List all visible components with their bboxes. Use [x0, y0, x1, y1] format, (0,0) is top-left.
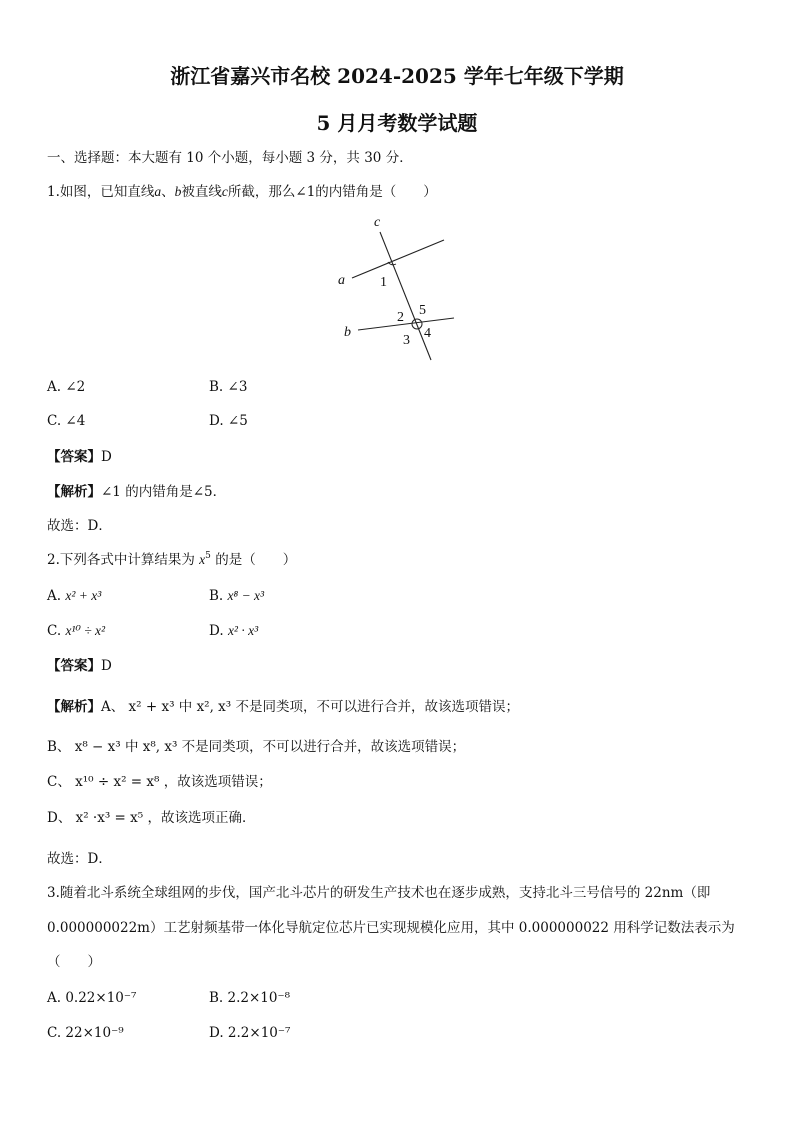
q2-option-b-expr: x⁸ − x³	[227, 588, 265, 603]
q2-option-d-expr: x² · x³	[227, 623, 259, 638]
analysis-text-a: A、 x² + x³ 中 x², x³ 不是同类项，不可以进行合并，故该选项错误；	[101, 699, 519, 715]
q1-angle: ∠1	[295, 184, 316, 200]
page-title: 浙江省嘉兴市名校 2024-2025 学年七年级下学期	[170, 64, 624, 88]
q3-option-d: D. 2.2×10⁻⁷	[209, 1025, 291, 1041]
q2-option-a-expr: x² + x³	[65, 588, 102, 603]
q1-conclusion: 故选：D．	[47, 518, 112, 534]
q1-option-b: B. ∠3	[209, 379, 248, 395]
q2-stem-exp: 5	[205, 551, 211, 561]
q3-option-c: C. 22×10⁻⁹	[47, 1025, 124, 1041]
q2-option-a-label: A.	[47, 588, 62, 604]
question-3-stem-line1: 3.随着北斗系统全球组网的步伐，国产北斗芯片的研发生产技术也在逐步成熟，支持北斗三号信号的 22nm（即	[47, 885, 711, 901]
q2-conclusion: 故选：D．	[47, 851, 112, 867]
q1-analysis	[47, 482, 226, 502]
section-heading: 一、选择题：本大题有 10 个小题，每小题 3 分，共 30 分．	[47, 150, 413, 166]
q1-option-c: C. ∠4	[47, 413, 86, 429]
q2-option-a	[47, 586, 101, 606]
q1-var-a: a	[154, 184, 162, 199]
q1-stem-post: 的内错角是（ ）	[315, 184, 437, 200]
label-angle-1: 1	[380, 275, 387, 290]
q1-stem-pre: 1.如图，已知直线	[47, 184, 155, 200]
question-1-stem	[47, 182, 437, 202]
q2-analysis-b: B、 x⁸ − x³ 中 x⁸, x³ 不是同类项，不可以进行合并，故该选项错误；	[47, 739, 466, 755]
q1-answer	[47, 447, 112, 467]
q1-sep: 、	[161, 184, 175, 200]
label-angle-2: 2	[397, 310, 404, 325]
q1-option-a: A. ∠2	[47, 379, 86, 395]
q2-option-b-label: B.	[209, 588, 224, 604]
analysis-text: ∠1 的内错角是∠5．	[101, 484, 227, 500]
q1-stem-mid2: 所截，那么	[227, 184, 296, 200]
q1-var-b: b	[174, 184, 182, 199]
question-3-stem-line2: 0.000000022m）工艺射频基带一体化导航定位芯片已实现规模化应用，其中 0.000000022 用科学记数法表示为	[47, 920, 735, 936]
line-b	[358, 318, 454, 330]
analysis-tag: 【解析】	[47, 484, 101, 500]
analysis-tag: 【解析】	[47, 699, 101, 715]
answer-tag: 【答案】	[47, 449, 101, 465]
q1-var-c: c	[221, 184, 228, 199]
parallel-lines-figure	[330, 210, 470, 370]
question-3-stem-line3: （ ）	[47, 954, 101, 970]
label-b: b	[344, 325, 351, 340]
q2-option-c-label: C.	[47, 623, 62, 639]
q2-stem-x: x	[199, 552, 206, 567]
q3-option-b: B. 2.2×10⁻⁸	[209, 990, 290, 1006]
question-2-stem	[47, 550, 296, 570]
answer-value: D	[101, 449, 112, 465]
q1-option-d: D. ∠5	[209, 413, 248, 429]
q2-stem-pre: 2.下列各式中计算结果为	[47, 552, 200, 568]
answer-tag: 【答案】	[47, 658, 101, 674]
label-a: a	[338, 273, 345, 288]
q2-option-c-expr: x¹⁰ ÷ x²	[65, 623, 106, 638]
q2-answer	[47, 656, 112, 676]
q2-option-c	[47, 621, 105, 641]
q2-option-b	[209, 586, 264, 606]
page-subtitle: 5 月月考数学试题	[316, 111, 478, 135]
q3-option-a: A. 0.22×10⁻⁷	[47, 990, 137, 1006]
q2-analysis-a	[47, 697, 519, 717]
label-c: c	[374, 215, 381, 230]
line-a	[352, 240, 444, 278]
q2-analysis-d: D、 x² ·x³ = x⁵ ，故该选项正确．	[47, 810, 256, 826]
q2-analysis-c: C、 x¹⁰ ÷ x² = x⁸ ，故该选项错误；	[47, 774, 272, 790]
q1-stem-mid: 被直线	[181, 184, 222, 200]
q2-option-d-label: D.	[209, 623, 224, 639]
answer-value: D	[101, 658, 112, 674]
q2-stem-post: 的是（ ）	[210, 552, 297, 568]
label-angle-3: 3	[403, 333, 410, 348]
label-angle-4: 4	[424, 326, 431, 341]
q2-option-d	[209, 621, 258, 641]
label-angle-5: 5	[419, 303, 426, 318]
